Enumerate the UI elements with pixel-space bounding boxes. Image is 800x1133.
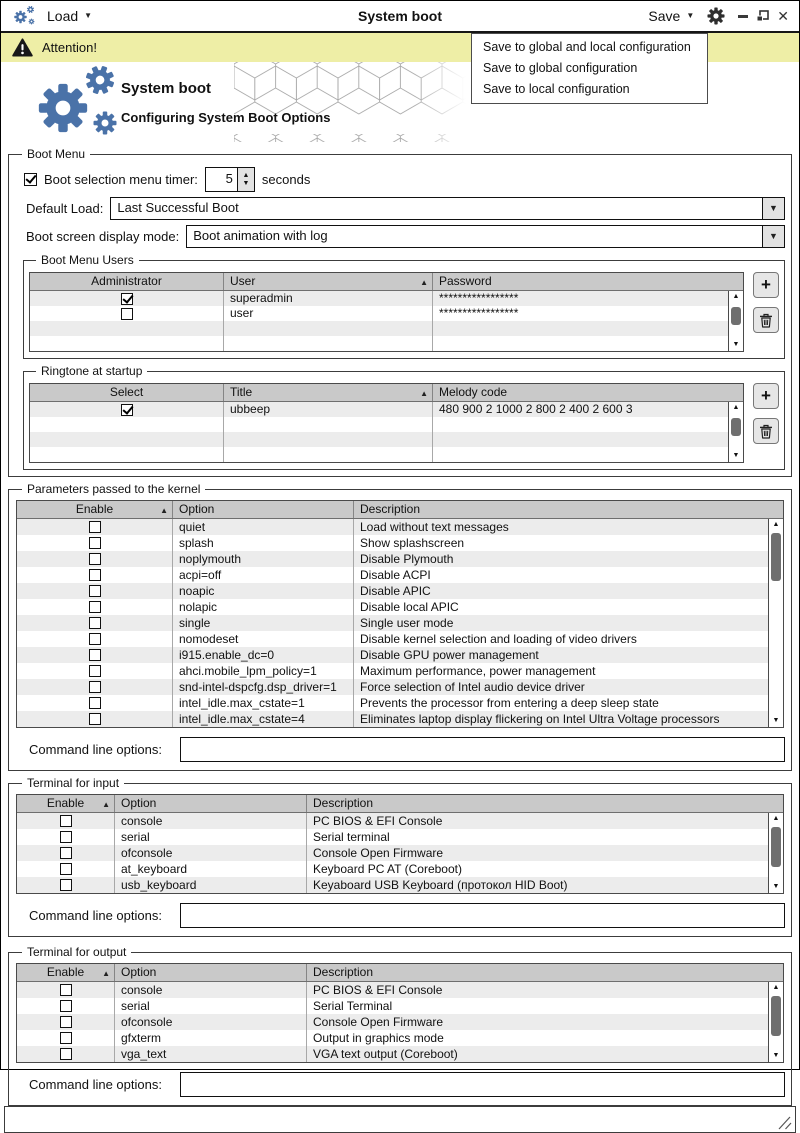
description-cell: Prevents the processor from entering a deep sleep state xyxy=(354,695,783,711)
resize-grip-icon[interactable] xyxy=(776,1116,792,1130)
timer-unit-label: seconds xyxy=(262,172,310,187)
scroll-up-icon[interactable]: ▲ xyxy=(769,813,783,825)
table-row[interactable] xyxy=(17,1046,783,1062)
load-menu-label: Load xyxy=(47,8,78,24)
hexagon-pattern xyxy=(234,62,466,142)
column-header-enable[interactable]: Enable ▲ xyxy=(17,501,173,518)
description-cell: Force selection of Intel audio device driver xyxy=(354,679,783,695)
enable-checkbox[interactable] xyxy=(89,665,101,677)
description-cell: Single user mode xyxy=(354,615,783,631)
scroll-down-icon[interactable]: ▼ xyxy=(729,450,743,462)
enable-checkbox[interactable] xyxy=(89,521,101,533)
table-row[interactable] xyxy=(17,567,783,583)
enable-checkbox[interactable] xyxy=(89,681,101,693)
table-row[interactable] xyxy=(17,829,783,845)
chevron-down-icon: ▼ xyxy=(84,12,92,20)
boot-menu-users-section xyxy=(23,253,785,359)
column-header-description[interactable]: Description xyxy=(307,795,783,812)
trash-icon xyxy=(759,313,773,328)
vertical-scrollbar[interactable] xyxy=(768,813,783,893)
melody-cell: 480 900 2 1000 2 800 2 400 2 600 3 xyxy=(433,402,743,417)
description-cell: Serial terminal xyxy=(307,829,783,845)
table-row[interactable] xyxy=(17,647,783,663)
description-cell: Console Open Firmware xyxy=(307,845,783,861)
table-row[interactable] xyxy=(30,291,743,306)
option-cell: noapic xyxy=(173,583,354,599)
description-cell: Keyboard PC AT (Coreboot) xyxy=(307,861,783,877)
load-menu-button[interactable] xyxy=(47,8,92,24)
option-cell: at_keyboard xyxy=(115,861,307,877)
cmdline-label: Command line options: xyxy=(29,908,162,923)
sort-ascending-icon: ▲ xyxy=(102,796,110,813)
spinner-buttons[interactable] xyxy=(237,168,254,191)
combo-dropdown-icon[interactable]: ▼ xyxy=(762,198,784,219)
table-row[interactable] xyxy=(17,813,783,829)
user-cell: user xyxy=(224,306,433,321)
description-cell: Eliminates laptop display flickering on Intel Ultra Voltage processors xyxy=(354,711,783,727)
scroll-down-icon[interactable]: ▼ xyxy=(729,339,743,351)
column-header-user[interactable]: User ▲ xyxy=(224,273,433,290)
title-cell: ubbeep xyxy=(224,402,433,417)
page-subtitle: Configuring System Boot Options xyxy=(121,110,330,125)
enable-checkbox[interactable] xyxy=(89,617,101,629)
delete-ringtone-button[interactable] xyxy=(753,418,779,444)
combo-dropdown-icon[interactable]: ▼ xyxy=(762,226,784,247)
column-header-description[interactable]: Description xyxy=(307,964,783,981)
option-cell: splash xyxy=(173,535,354,551)
terminal-output-cmdline-input[interactable] xyxy=(180,1072,785,1097)
column-header-melody[interactable]: Melody code xyxy=(433,384,743,401)
description-cell: Disable APIC xyxy=(354,583,783,599)
option-cell: gfxterm xyxy=(115,1030,307,1046)
password-cell: ***************** xyxy=(433,306,743,321)
table-row[interactable] xyxy=(17,551,783,567)
option-cell: quiet xyxy=(173,519,354,535)
option-cell: snd-intel-dspcfg.dsp_driver=1 xyxy=(173,679,354,695)
option-cell: ahci.mobile_lpm_policy=1 xyxy=(173,663,354,679)
table-row[interactable] xyxy=(17,1014,783,1030)
sort-ascending-icon: ▲ xyxy=(420,385,428,402)
settings-gear-icon[interactable] xyxy=(706,6,726,26)
table-row[interactable] xyxy=(17,1030,783,1046)
scroll-down-icon[interactable]: ▼ xyxy=(769,715,783,727)
cmdline-label: Command line options: xyxy=(29,742,162,757)
terminal-input-table xyxy=(16,794,784,894)
option-cell: intel_idle.max_cstate=4 xyxy=(173,711,354,727)
add-ringtone-button[interactable]: + xyxy=(753,383,779,409)
enable-checkbox[interactable] xyxy=(60,1048,72,1060)
trash-icon xyxy=(759,424,773,439)
enable-checkbox[interactable] xyxy=(89,601,101,613)
enable-checkbox[interactable] xyxy=(89,585,101,597)
enable-checkbox[interactable] xyxy=(60,815,72,827)
description-cell: Keyaboard USB Keyboard (протокол HID Boot) xyxy=(307,877,783,893)
scroll-up-icon[interactable]: ▲ xyxy=(729,402,743,414)
vertical-scrollbar[interactable] xyxy=(768,982,783,1062)
enable-checkbox[interactable] xyxy=(89,649,101,661)
terminal-input-cmdline-input[interactable] xyxy=(180,903,785,928)
option-cell: ofconsole xyxy=(115,845,307,861)
description-cell: Disable Plymouth xyxy=(354,551,783,567)
maximize-icon[interactable] xyxy=(756,10,769,22)
ringtone-legend: Ringtone at startup xyxy=(36,364,147,378)
enable-checkbox[interactable] xyxy=(60,1032,72,1044)
chevron-down-icon: ▼ xyxy=(686,12,694,20)
column-header-title[interactable]: Title ▲ xyxy=(224,384,433,401)
ringtone-table xyxy=(29,383,744,463)
scroll-up-icon[interactable]: ▲ xyxy=(729,291,743,303)
option-cell: nolapic xyxy=(173,599,354,615)
description-cell: PC BIOS & EFI Console xyxy=(307,813,783,829)
option-cell: ofconsole xyxy=(115,1014,307,1030)
option-cell: usb_keyboard xyxy=(115,877,307,893)
timer-value: 5 xyxy=(206,168,237,191)
scroll-down-icon[interactable]: ▼ xyxy=(769,881,783,893)
enable-checkbox[interactable] xyxy=(89,713,101,725)
empty-row xyxy=(30,432,743,447)
cmdline-label: Command line options: xyxy=(29,1077,162,1092)
description-cell: Disable GPU power management xyxy=(354,647,783,663)
column-header-option[interactable]: Option xyxy=(115,795,307,812)
option-cell: console xyxy=(115,813,307,829)
terminal-output-legend: Terminal for output xyxy=(22,945,131,959)
option-cell: i915.enable_dc=0 xyxy=(173,647,354,663)
description-cell: Load without text messages xyxy=(354,519,783,535)
scrollbar-thumb[interactable] xyxy=(771,996,781,1036)
spin-down-icon[interactable]: ▼ xyxy=(242,180,249,188)
user-cell: superadmin xyxy=(224,291,433,306)
option-cell: nomodeset xyxy=(173,631,354,647)
description-cell: Console Open Firmware xyxy=(307,1014,783,1030)
timer-spinner[interactable] xyxy=(205,167,255,192)
table-row[interactable] xyxy=(17,679,783,695)
boot-menu-section xyxy=(8,147,792,477)
save-dropdown-menu xyxy=(471,33,708,104)
admin-checkbox[interactable] xyxy=(121,293,133,305)
timer-checkbox[interactable] xyxy=(24,173,37,186)
minimize-icon[interactable] xyxy=(738,15,748,18)
enable-checkbox[interactable] xyxy=(89,553,101,565)
column-header-option[interactable]: Option xyxy=(173,501,354,518)
vertical-scrollbar[interactable] xyxy=(728,402,743,462)
page-title: System boot xyxy=(121,80,211,97)
status-bar xyxy=(4,1106,796,1133)
table-row[interactable] xyxy=(17,998,783,1014)
enable-checkbox[interactable] xyxy=(60,984,72,996)
empty-row xyxy=(30,321,743,336)
table-row[interactable] xyxy=(17,877,783,893)
default-load-value: Last Successful Boot xyxy=(111,198,762,219)
display-mode-combobox[interactable] xyxy=(186,225,785,248)
menu-item-save-global[interactable]: Save to global configuration xyxy=(472,58,707,79)
sort-ascending-icon: ▲ xyxy=(102,965,110,982)
table-row[interactable] xyxy=(17,982,783,998)
table-row[interactable] xyxy=(17,583,783,599)
option-cell: single xyxy=(173,615,354,631)
boot-menu-users-legend: Boot Menu Users xyxy=(36,253,139,267)
enable-checkbox[interactable] xyxy=(60,831,72,843)
scroll-down-icon[interactable]: ▼ xyxy=(769,1050,783,1062)
table-row[interactable] xyxy=(17,861,783,877)
option-cell: console xyxy=(115,982,307,998)
terminal-output-table xyxy=(16,963,784,1063)
description-cell: Show splashscreen xyxy=(354,535,783,551)
users-table xyxy=(29,272,744,352)
default-load-combobox[interactable] xyxy=(110,197,785,220)
titlebar xyxy=(1,1,799,33)
enable-checkbox[interactable] xyxy=(60,863,72,875)
enable-checkbox[interactable] xyxy=(60,1000,72,1012)
table-row[interactable] xyxy=(17,845,783,861)
spin-up-icon[interactable]: ▲ xyxy=(242,172,249,180)
scrollbar-thumb[interactable] xyxy=(731,307,741,325)
column-header-option[interactable]: Option xyxy=(115,964,307,981)
column-header-enable[interactable]: Enable ▲ xyxy=(17,795,115,812)
empty-row xyxy=(30,447,743,462)
column-header-description[interactable]: Description xyxy=(354,501,783,518)
enable-checkbox[interactable] xyxy=(60,879,72,891)
table-row[interactable] xyxy=(30,306,743,321)
column-header-password[interactable]: Password xyxy=(433,273,743,290)
boot-menu-legend: Boot Menu xyxy=(22,147,90,161)
description-cell: Maximum performance, power management xyxy=(354,663,783,679)
description-cell: Output in graphics mode xyxy=(307,1030,783,1046)
add-user-button[interactable]: + xyxy=(753,272,779,298)
table-row[interactable] xyxy=(17,631,783,647)
table-row[interactable] xyxy=(17,663,783,679)
scrollbar-thumb[interactable] xyxy=(771,533,781,581)
column-header-administrator[interactable]: Administrator xyxy=(30,273,224,290)
enable-checkbox[interactable] xyxy=(89,633,101,645)
scrollbar-thumb[interactable] xyxy=(731,418,741,436)
enable-checkbox[interactable] xyxy=(89,537,101,549)
select-checkbox[interactable] xyxy=(121,404,133,416)
menu-item-save-local[interactable]: Save to local configuration xyxy=(472,79,707,100)
description-cell: PC BIOS & EFI Console xyxy=(307,982,783,998)
scroll-up-icon[interactable]: ▲ xyxy=(769,519,783,531)
menu-item-save-global-local[interactable]: Save to global and local configuration xyxy=(472,37,707,58)
delete-user-button[interactable] xyxy=(753,307,779,333)
table-row[interactable] xyxy=(17,535,783,551)
option-cell: noplymouth xyxy=(173,551,354,567)
close-icon[interactable]: ✕ xyxy=(777,9,789,23)
option-cell: acpi=off xyxy=(173,567,354,583)
kernel-cmdline-input[interactable] xyxy=(180,737,785,762)
sort-ascending-icon: ▲ xyxy=(160,502,168,519)
terminal-output-section xyxy=(8,945,792,1106)
kernel-params-section xyxy=(8,482,792,771)
table-row[interactable] xyxy=(17,695,783,711)
column-header-select[interactable]: Select xyxy=(30,384,224,401)
display-mode-value: Boot animation with log xyxy=(187,226,762,247)
save-menu-button[interactable] xyxy=(648,8,694,24)
enable-checkbox[interactable] xyxy=(89,569,101,581)
option-cell: intel_idle.max_cstate=1 xyxy=(173,695,354,711)
description-cell: Disable ACPI xyxy=(354,567,783,583)
option-cell: serial xyxy=(115,998,307,1014)
description-cell: Serial Terminal xyxy=(307,998,783,1014)
empty-row xyxy=(30,417,743,432)
default-load-label: Default Load: xyxy=(26,201,103,216)
scroll-up-icon[interactable]: ▲ xyxy=(769,982,783,994)
empty-row xyxy=(30,336,743,351)
terminal-input-section xyxy=(8,776,792,937)
window-controls xyxy=(738,9,789,23)
option-cell: serial xyxy=(115,829,307,845)
app-logo-gears-icon xyxy=(25,63,125,141)
description-cell: Disable local APIC xyxy=(354,599,783,615)
description-cell: Disable kernel selection and loading of video drivers xyxy=(354,631,783,647)
table-row[interactable] xyxy=(17,519,783,535)
table-row[interactable] xyxy=(17,615,783,631)
vertical-scrollbar[interactable] xyxy=(728,291,743,351)
option-cell: vga_text xyxy=(115,1046,307,1062)
enable-checkbox[interactable] xyxy=(89,697,101,709)
save-menu-label: Save xyxy=(648,8,680,24)
vertical-scrollbar[interactable] xyxy=(768,519,783,727)
sort-ascending-icon: ▲ xyxy=(420,274,428,291)
table-row[interactable] xyxy=(17,599,783,615)
password-cell: ***************** xyxy=(433,291,743,306)
terminal-input-legend: Terminal for input xyxy=(22,776,124,790)
display-mode-label: Boot screen display mode: xyxy=(26,229,179,244)
table-row[interactable] xyxy=(30,402,743,417)
enable-checkbox[interactable] xyxy=(60,847,72,859)
window-title: System boot xyxy=(1,8,799,24)
enable-checkbox[interactable] xyxy=(60,1016,72,1028)
admin-checkbox[interactable] xyxy=(121,308,133,320)
kernel-params-legend: Parameters passed to the kernel xyxy=(22,482,205,496)
warning-triangle-icon xyxy=(12,38,33,57)
table-row[interactable] xyxy=(17,711,783,727)
kernel-params-table xyxy=(16,500,784,728)
attention-text: Attention! xyxy=(42,40,97,55)
scrollbar-thumb[interactable] xyxy=(771,827,781,867)
column-header-enable[interactable]: Enable ▲ xyxy=(17,964,115,981)
timer-label: Boot selection menu timer: xyxy=(44,172,198,187)
description-cell: VGA text output (Coreboot) xyxy=(307,1046,783,1062)
ringtone-section xyxy=(23,364,785,470)
